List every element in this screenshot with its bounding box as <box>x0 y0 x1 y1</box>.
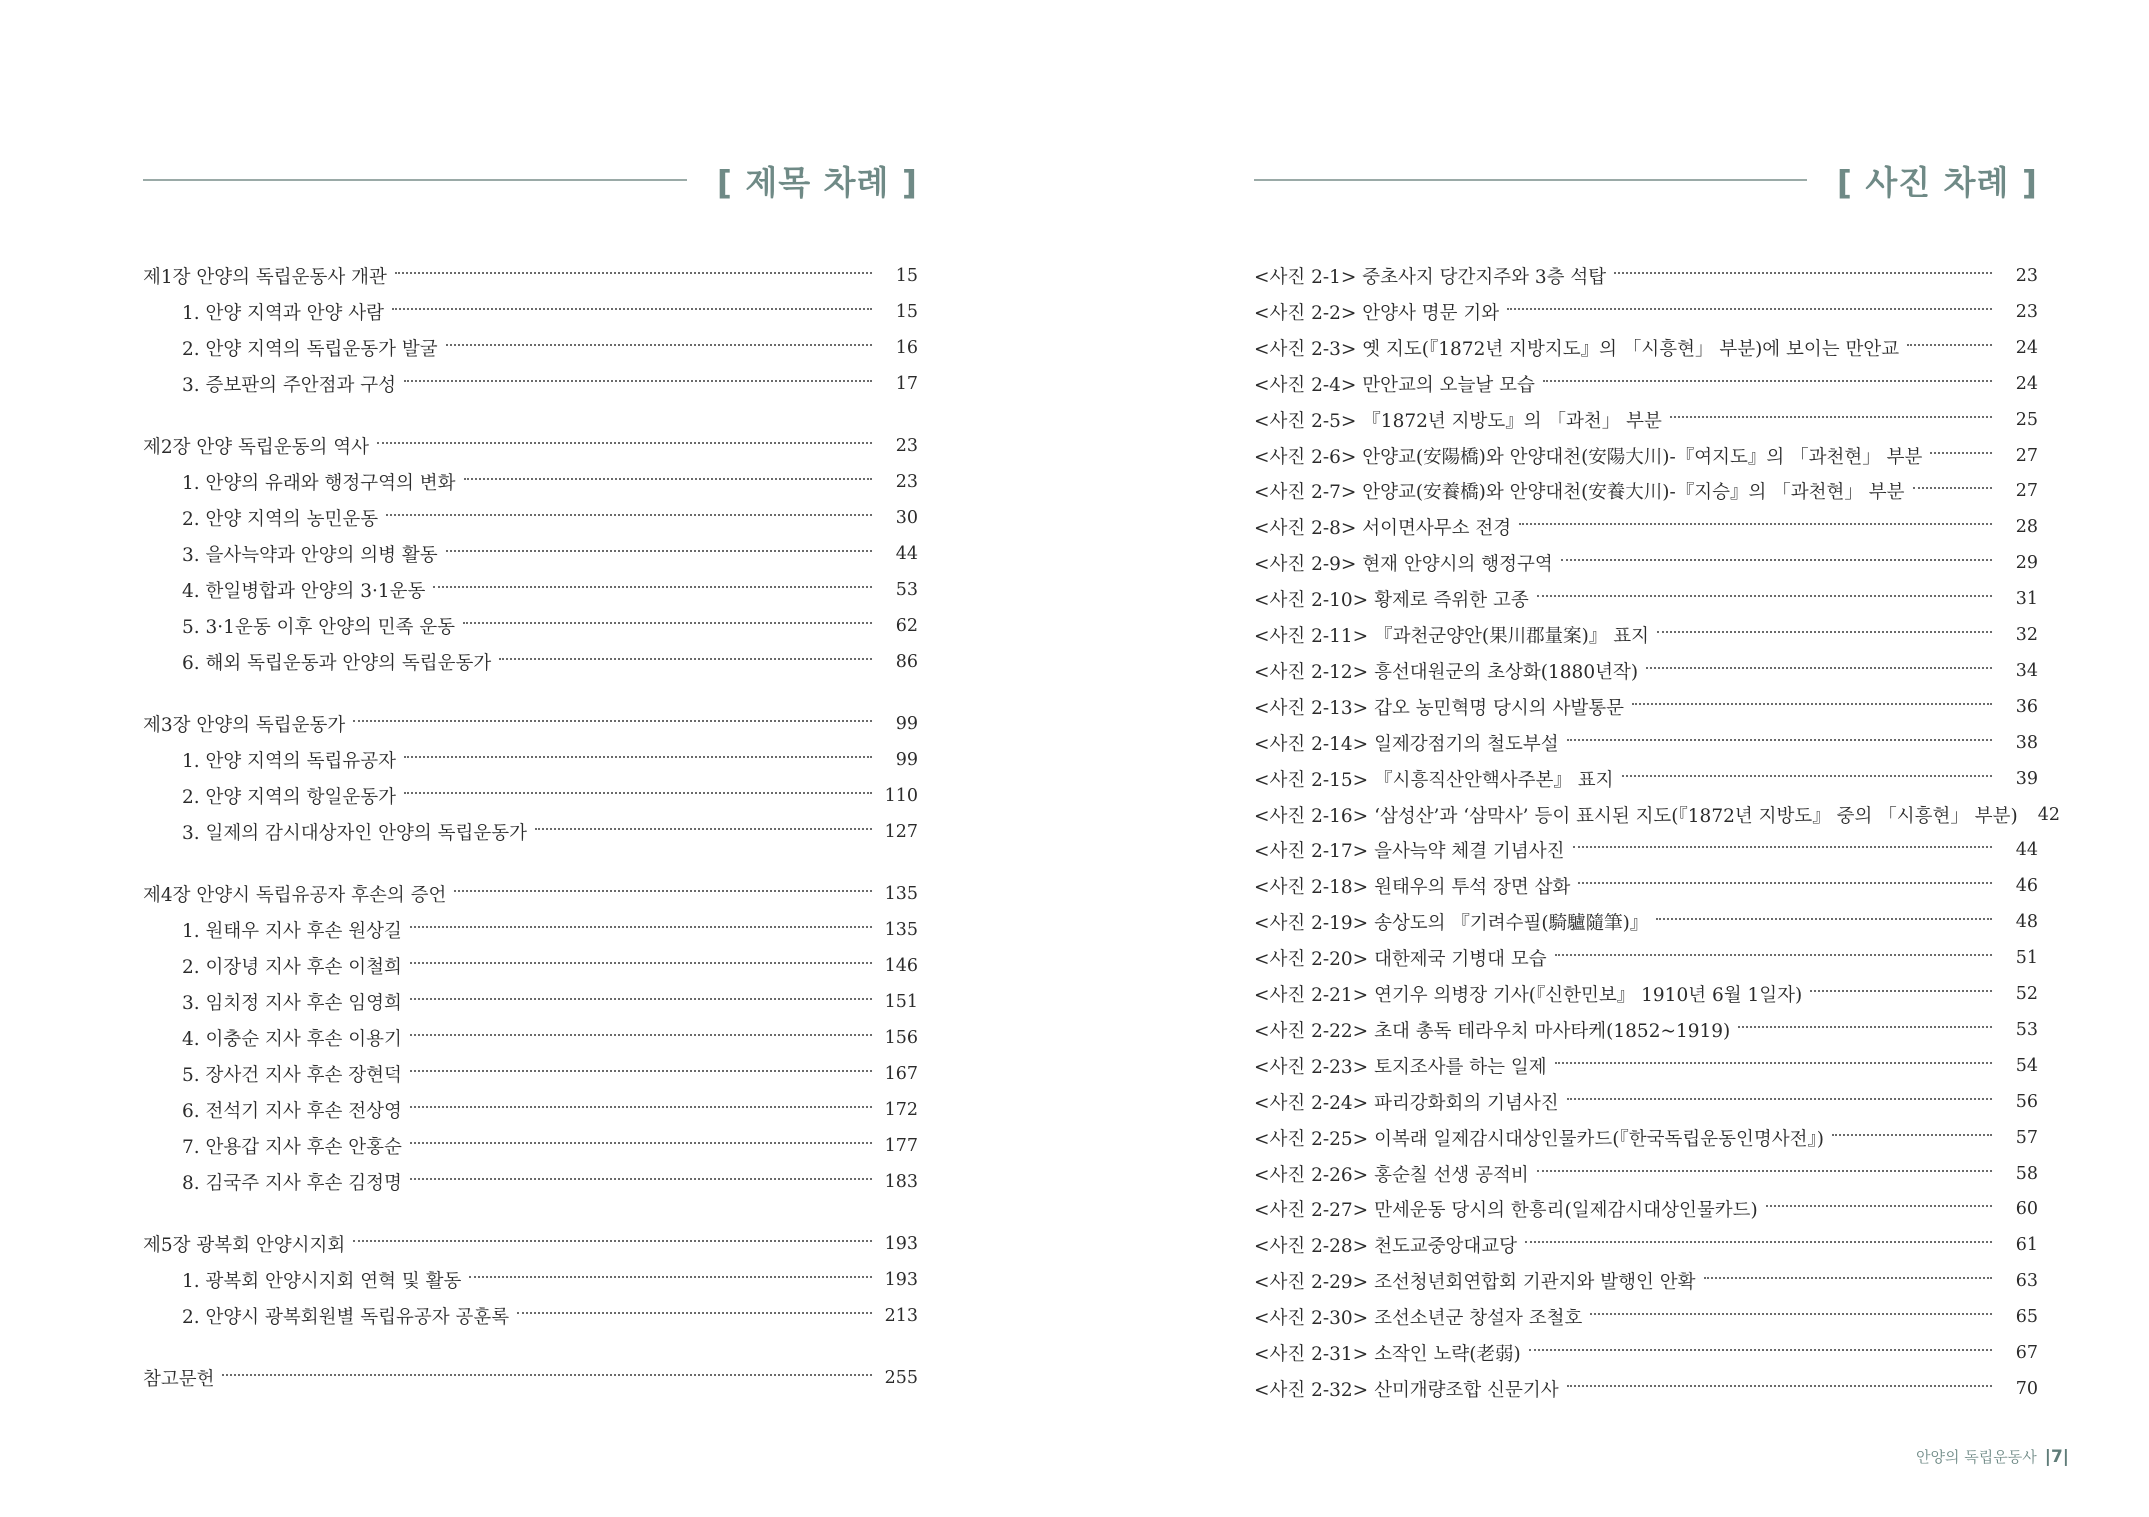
toc-entry-label: 제5장 광복회 안양시지회 <box>143 1235 346 1256</box>
toc-entry <box>143 742 918 778</box>
toc-entry <box>1254 438 2038 474</box>
toc-entry-label: <사진 2-12> 흥선대원군의 초상화(1880년작) <box>1254 661 1639 683</box>
dot-leader <box>1525 1241 1992 1243</box>
toc-entry-page: 67 <box>2015 1343 2038 1363</box>
toc-entry-label: <사진 2-31> 소작인 노략(老弱) <box>1254 1344 1521 1365</box>
dot-leader <box>1657 631 1992 633</box>
dot-leader <box>1766 1205 1992 1207</box>
toc-entry-label: <사진 2-13> 갑오 농민혁명 당시의 사발통문 <box>1254 697 1625 719</box>
dot-leader <box>1573 846 1992 848</box>
toc-entry-page: 48 <box>2015 912 2038 933</box>
toc-entry-page: 32 <box>2015 625 2038 645</box>
toc-entry-label: <사진 2-5> 『1872년 지방도』의 「과천」 부분 <box>1254 410 1662 432</box>
toc-entry <box>143 258 918 294</box>
toc-entry-page: 167 <box>884 1064 918 1084</box>
toc-entry-page: 53 <box>2015 1019 2038 1040</box>
dot-leader <box>410 926 872 928</box>
toc-entry-label: 7. 안용갑 지사 후손 안홍순 <box>182 1137 402 1158</box>
dot-leader <box>463 622 872 624</box>
dot-leader <box>535 828 872 830</box>
toc-entry-label: 제3장 안양의 독립운동가 <box>143 715 346 736</box>
toc-entry-page: 172 <box>884 1100 918 1120</box>
toc-entry <box>143 912 918 948</box>
toc-entry <box>1254 761 2038 797</box>
toc-entry-page: 51 <box>2015 948 2038 969</box>
toc-entry <box>1254 653 2038 689</box>
toc-entry-label: <사진 2-27> 만세운동 당시의 한흥리(일제감시대상인물카드) <box>1254 1200 1758 1222</box>
heading-divider <box>143 179 687 181</box>
toc-entry-page: 15 <box>895 266 918 286</box>
dot-leader <box>392 308 872 310</box>
toc-entry-page: 65 <box>2015 1307 2038 1328</box>
toc-entry-page: 156 <box>884 1028 918 1048</box>
toc-entry <box>143 464 918 500</box>
toc-entry-label: 1. 안양의 유래와 행정구역의 변화 <box>182 473 456 494</box>
toc-entry-label: <사진 2-23> 토지조사를 하는 일제 <box>1254 1056 1547 1078</box>
toc-entry-page: 53 <box>895 580 918 600</box>
dot-leader <box>469 1276 872 1278</box>
toc-entry-label: 5. 장사건 지사 후손 장현덕 <box>182 1065 402 1086</box>
toc-entry-page: 193 <box>884 1234 918 1254</box>
toc-entry-page: 151 <box>884 992 918 1012</box>
toc-entry-label: <사진 2-11> 『과천군양안(果川郡量案)』 표지 <box>1254 626 1649 647</box>
toc-entry-label: 2. 안양 지역의 독립운동가 발굴 <box>182 339 438 360</box>
toc-entry-label: 2. 안양시 광복회원별 독립유공자 공훈록 <box>182 1307 510 1328</box>
dot-leader <box>1913 487 1993 489</box>
dot-leader <box>1614 272 1992 274</box>
dot-leader <box>395 272 872 274</box>
toc-entry-page: 183 <box>884 1172 918 1192</box>
toc-entry-page: 99 <box>895 714 918 734</box>
dot-leader <box>446 344 872 346</box>
toc-entry-page: 62 <box>895 616 918 636</box>
toc-entry <box>143 428 918 464</box>
dot-leader <box>404 792 872 794</box>
dot-leader <box>446 550 872 552</box>
dot-leader <box>1930 452 1992 454</box>
dot-leader <box>1555 954 1992 956</box>
toc-entry-page: 17 <box>895 374 918 394</box>
toc-entry <box>143 1056 918 1092</box>
dot-leader <box>410 1178 872 1180</box>
toc-entry <box>1254 1120 2038 1156</box>
toc-entry <box>143 1092 918 1128</box>
toc-entry-page: 213 <box>884 1306 918 1326</box>
toc-entry-label: 8. 김국주 지사 후손 김정명 <box>182 1173 402 1194</box>
toc-entry-label: 제2장 안양 독립운동의 역사 <box>143 437 369 458</box>
toc-entry-page: 99 <box>895 750 918 770</box>
dot-leader <box>1567 1098 1992 1100</box>
dot-leader <box>404 756 872 758</box>
toc-entry-label: 3. 을사늑약과 안양의 의병 활동 <box>182 545 438 566</box>
toc-entry <box>143 984 918 1020</box>
toc-entry-page: 23 <box>895 436 918 456</box>
dot-leader <box>386 514 872 516</box>
dot-leader <box>1507 308 1992 310</box>
dot-leader <box>353 1240 872 1242</box>
toc-entry <box>1254 1227 2038 1263</box>
dot-leader <box>1567 1385 1992 1387</box>
toc-entry-page: 15 <box>895 302 918 322</box>
toc-entry-page: 34 <box>2015 660 2038 681</box>
toc-entry <box>143 778 918 814</box>
title-toc-heading: [ 제목 차례 ] <box>716 162 918 202</box>
toc-entry-page: 52 <box>2015 984 2038 1004</box>
toc-entry-page: 56 <box>2015 1091 2038 1112</box>
toc-entry-page: 127 <box>884 822 918 842</box>
toc-entry <box>1254 545 2038 581</box>
dot-leader <box>410 962 872 964</box>
toc-entry-label: <사진 2-21> 연기우 의병장 기사(『신한민보』 1910년 6월 1일자) <box>1254 985 1803 1006</box>
toc-entry-page: 135 <box>884 884 918 904</box>
toc-entry-page: 30 <box>895 508 918 528</box>
dot-leader <box>1561 559 1992 561</box>
toc-entry-label: 3. 증보판의 주안점과 구성 <box>182 375 397 396</box>
toc-entry-label: <사진 2-18> 원태우의 투석 장면 삽화 <box>1254 877 1571 899</box>
toc-entry-label: 3. 일제의 감시대상자인 안양의 독립운동가 <box>182 823 527 844</box>
toc-entry-label: <사진 2-6> 안양교(安陽橋)와 안양대천(安陽大川)-『여지도』의 「과천현」 부분 <box>1254 446 1923 468</box>
toc-entry-label: 1. 광복회 안양시지회 연혁 및 활동 <box>182 1271 462 1292</box>
dot-leader <box>1632 703 1992 705</box>
dot-leader <box>1529 1349 1992 1351</box>
toc-entry <box>1254 1048 2038 1084</box>
dot-leader <box>1670 416 1992 418</box>
toc-entry <box>1254 1156 2038 1192</box>
photo-toc-heading-row <box>1254 160 2038 200</box>
toc-entry-page: 24 <box>2015 373 2038 394</box>
toc-entry-page: 86 <box>895 652 918 672</box>
toc-entry-page: 135 <box>884 920 918 940</box>
toc-entry-label: <사진 2-3> 옛 지도(『1872년 지방지도』의 「시흥현」 부분)에 보이는 만안교 <box>1254 338 1900 360</box>
toc-entry <box>1254 402 2038 438</box>
toc-entry <box>143 500 918 536</box>
toc-entry-page: 28 <box>2015 517 2038 538</box>
toc-entry-label: <사진 2-4> 만안교의 오늘날 모습 <box>1254 374 1535 396</box>
toc-entry-label: <사진 2-15> 『시흥직산안핵사주본』 표지 <box>1254 769 1614 791</box>
toc-entry <box>143 706 918 742</box>
dot-leader <box>1907 344 1992 346</box>
toc-entry <box>1254 258 2038 294</box>
dot-leader <box>1738 1026 1992 1028</box>
toc-entry-label: <사진 2-16> ‘삼성산’과 ‘삼막사’ 등이 표시된 지도(『1872년 지방도』 중의 「시흥현」 부분) <box>1254 805 2018 827</box>
toc-entry-page: 57 <box>2015 1127 2038 1148</box>
toc-entry-label: 제4장 안양시 독립유공자 후손의 증언 <box>143 885 447 906</box>
toc-entry-page: 24 <box>2015 337 2038 358</box>
toc-entry <box>1254 976 2038 1012</box>
toc-entry <box>1254 1263 2038 1299</box>
toc-entry <box>143 1164 918 1200</box>
toc-entry-page: 63 <box>2015 1271 2038 1292</box>
dot-leader <box>404 380 872 382</box>
toc-entry-label: <사진 2-10> 황제로 즉위한 고종 <box>1254 590 1529 612</box>
toc-entry-page: 36 <box>2015 696 2038 717</box>
toc-entry-page: 25 <box>2015 409 2038 430</box>
toc-entry-label: 1. 원태우 지사 후손 원상길 <box>182 921 402 942</box>
toc-entry-page: 42 <box>2037 804 2060 825</box>
dot-leader <box>1519 523 1992 525</box>
toc-entry-label: <사진 2-8> 서이면사무소 전경 <box>1254 518 1512 540</box>
footer-page-number: |7| <box>2044 1446 2069 1467</box>
dot-leader <box>1567 739 1992 741</box>
toc-entry <box>1254 797 2060 833</box>
toc-entry <box>1254 904 2038 940</box>
toc-entry-label: 4. 이충순 지사 후손 이용기 <box>182 1029 402 1050</box>
toc-entry-label: 6. 전석기 지사 후손 전상영 <box>182 1101 402 1122</box>
toc-entry <box>1254 581 2038 617</box>
title-toc-heading-row <box>143 160 918 200</box>
toc-entry-label: <사진 2-9> 현재 안양시의 행정구역 <box>1254 554 1553 576</box>
toc-entry <box>143 294 918 330</box>
toc-entry <box>1254 330 2038 366</box>
toc-entry-page: 58 <box>2015 1163 2038 1184</box>
toc-entry-page: 23 <box>895 472 918 492</box>
toc-entry-page: 146 <box>884 956 918 976</box>
toc-entry <box>143 572 918 608</box>
toc-entry-page: 177 <box>884 1136 918 1156</box>
dot-leader <box>1622 775 1992 777</box>
toc-entry-label: <사진 2-28> 천도교중앙대교당 <box>1254 1236 1518 1258</box>
toc-entry <box>143 1128 918 1164</box>
dot-leader <box>464 478 873 480</box>
toc-entry <box>143 1020 918 1056</box>
toc-entry-label: <사진 2-30> 조선소년군 창설자 조철호 <box>1254 1308 1583 1330</box>
toc-entry-label: 3. 임치정 지사 후손 임영희 <box>182 993 402 1014</box>
toc-entry-label: <사진 2-24> 파리강화회의 기념사진 <box>1254 1092 1559 1114</box>
toc-entry <box>1254 1371 2038 1407</box>
dot-leader <box>1537 1170 1992 1172</box>
toc-entry-page: 193 <box>884 1270 918 1290</box>
photo-toc-heading: [ 사진 차례 ] <box>1836 162 2038 202</box>
toc-entry-page: 27 <box>2015 481 2038 502</box>
toc-entry <box>143 330 918 366</box>
dot-leader <box>410 1070 872 1072</box>
toc-entry <box>1254 1299 2038 1335</box>
toc-entry-label: <사진 2-26> 홍순칠 선생 공적비 <box>1254 1164 1529 1186</box>
toc-entry-label: <사진 2-29> 조선청년회연합회 기관지와 발행인 안확 <box>1254 1272 1696 1294</box>
dot-leader <box>410 998 872 1000</box>
toc-entry-label: <사진 2-2> 안양사 명문 기와 <box>1254 302 1500 324</box>
dot-leader <box>1590 1313 1992 1315</box>
dot-leader <box>410 1106 872 1108</box>
dot-leader <box>410 1142 872 1144</box>
dot-leader <box>1543 380 1992 382</box>
dot-leader <box>1555 1062 1992 1064</box>
toc-entry <box>143 1360 918 1396</box>
dot-leader <box>433 586 872 588</box>
toc-entry <box>1254 832 2038 868</box>
toc-entry <box>143 608 918 644</box>
toc-entry <box>1254 509 2038 545</box>
toc-entry-label: 1. 안양 지역과 안양 사람 <box>182 303 385 324</box>
toc-entry-page: 23 <box>2015 301 2038 322</box>
toc-entry-label: <사진 2-32> 산미개량조합 신문기사 <box>1254 1379 1559 1401</box>
toc-entry <box>1254 1335 2038 1371</box>
dot-leader <box>1646 667 1992 669</box>
dot-leader <box>1704 1277 1992 1279</box>
toc-entry-page: 60 <box>2015 1199 2038 1220</box>
footer-book-title: 안양의 독립운동사 <box>1916 1448 2037 1466</box>
toc-entry-label: <사진 2-22> 초대 총독 테라우치 마사타케(1852~1919) <box>1254 1020 1731 1042</box>
toc-entry-page: 70 <box>2015 1378 2038 1399</box>
toc-entry-page: 31 <box>2015 589 2038 610</box>
dot-leader <box>1656 918 1992 920</box>
toc-entry <box>1254 725 2038 761</box>
toc-entry <box>1254 1191 2038 1227</box>
toc-entry-label: 2. 이장녕 지사 후손 이철희 <box>182 957 402 978</box>
toc-entry <box>143 876 918 912</box>
toc-entry-page: 16 <box>895 338 918 358</box>
dot-leader <box>499 658 872 660</box>
toc-entry-label: <사진 2-7> 안양교(安養橋)와 안양대천(安養大川)-『지승』의 「과천현」 부분 <box>1254 482 1905 504</box>
toc-entry-page: 54 <box>2015 1055 2038 1076</box>
toc-entry <box>1254 1084 2038 1120</box>
toc-entry-label: 2. 안양 지역의 농민운동 <box>182 509 379 530</box>
toc-entry-label: 4. 한일병합과 안양의 3·1운동 <box>182 581 426 602</box>
toc-entry <box>1254 1012 2038 1048</box>
toc-entry <box>1254 868 2038 904</box>
dot-leader <box>1537 595 1992 597</box>
toc-entry-page: 44 <box>895 544 918 564</box>
toc-entry-label: <사진 2-25> 이복래 일제감시대상인물카드(『한국독립운동인명사전』) <box>1254 1128 1824 1150</box>
toc-entry-label: 6. 해외 독립운동과 안양의 독립운동가 <box>182 653 492 674</box>
toc-entry <box>143 948 918 984</box>
toc-entry-label: 참고문헌 <box>143 1369 215 1390</box>
toc-entry <box>143 814 918 850</box>
toc-entry <box>1254 617 2038 653</box>
toc-entry-page: 255 <box>884 1368 918 1388</box>
toc-entry <box>143 1298 918 1334</box>
toc-entry-label: 5. 3·1운동 이후 안양의 민족 운동 <box>182 617 456 638</box>
dot-leader <box>353 720 872 722</box>
toc-entry-page: 61 <box>2015 1235 2038 1256</box>
toc-entry <box>1254 294 2038 330</box>
toc-entry-label: 1. 안양 지역의 독립유공자 <box>182 751 397 772</box>
toc-entry <box>1254 940 2038 976</box>
toc-entry-label: <사진 2-17> 을사늑약 체결 기념사진 <box>1254 841 1565 863</box>
toc-entry-page: 29 <box>2015 553 2038 574</box>
toc-entry-label: <사진 2-19> 송상도의 『기려수필(騎驢隨筆)』 <box>1254 913 1649 935</box>
toc-entry <box>1254 366 2038 402</box>
dot-leader <box>1810 990 1992 992</box>
dot-leader <box>1832 1134 1992 1136</box>
toc-entry <box>143 1226 918 1262</box>
toc-entry-label: 2. 안양 지역의 항일운동가 <box>182 787 397 808</box>
dot-leader <box>410 1034 872 1036</box>
toc-entry <box>143 644 918 680</box>
toc-entry <box>143 366 918 402</box>
dot-leader <box>222 1374 872 1376</box>
toc-entry-page: 110 <box>884 786 918 806</box>
toc-entry-label: <사진 2-1> 중초사지 당간지주와 3층 석탑 <box>1254 267 1607 288</box>
toc-entry-page: 38 <box>2015 732 2038 753</box>
toc-entry-page: 23 <box>2015 266 2038 286</box>
toc-entry-page: 44 <box>2015 840 2038 861</box>
dot-leader <box>517 1312 872 1314</box>
toc-entry-label: <사진 2-20> 대한제국 기병대 모습 <box>1254 949 1547 971</box>
toc-entry <box>143 1262 918 1298</box>
toc-entry-label: 제1장 안양의 독립운동사 개관 <box>143 267 387 288</box>
toc-entry <box>1254 473 2038 509</box>
dot-leader <box>454 890 872 892</box>
toc-entry <box>143 536 918 572</box>
dot-leader <box>377 442 872 444</box>
toc-entry-label: <사진 2-14> 일제강점기의 철도부설 <box>1254 733 1559 755</box>
dot-leader <box>1578 882 1992 884</box>
toc-entry-page: 46 <box>2015 876 2038 897</box>
toc-entry-page: 39 <box>2015 768 2038 789</box>
toc-entry-page: 27 <box>2015 445 2038 466</box>
heading-divider <box>1254 179 1807 181</box>
toc-entry <box>1254 689 2038 725</box>
page-footer <box>1916 1446 2069 1467</box>
